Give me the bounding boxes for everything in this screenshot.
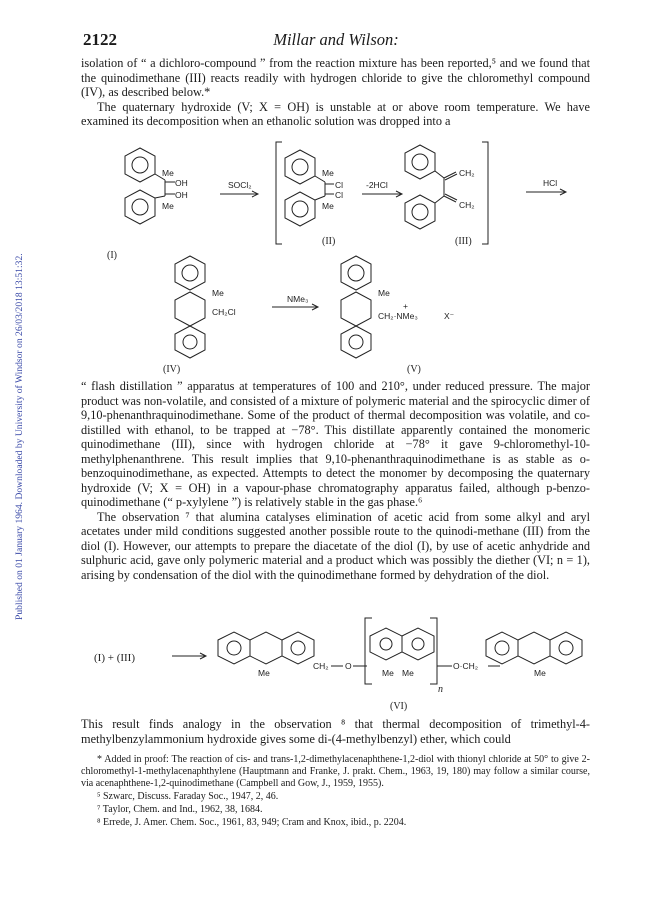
atom-o: O <box>345 661 352 671</box>
middle-text <box>81 379 590 582</box>
side-download-note: Published on 01 January 1964. Downloaded by University of Windsor on 26/03/2018 13:51:32. <box>14 253 25 620</box>
footnotes <box>81 754 590 830</box>
atom-ch2: CH₂ <box>313 661 329 671</box>
footnote: * Added in proof: The reaction of cis- and trans-1,2-dimethylacenaphthene-1,2-diol with thionyl chloride at 50° to give 2-chloromethyl-1-methylacenaphthylene (Hauptmann and Franke, J. prakt. Chem., 1963, 19, 180) may follow a similar course, via acenaphthene-1,2-quinodimethane (Campbell and Gow, J., 1959, 1955). <box>81 754 590 789</box>
charge-plus: + <box>403 301 408 311</box>
footnote: ⁵ Szwarc, Discuss. Faraday Soc., 1947, 2, 46. <box>97 791 279 802</box>
bracket-left <box>276 142 282 244</box>
atom-cl: Cl <box>335 180 344 190</box>
atom-ch2: CH₂ <box>459 168 475 178</box>
label-II: (II) <box>322 236 336 247</box>
reagent-hcl: HCl <box>543 178 558 188</box>
atom-me: Me <box>378 288 390 298</box>
atom-ch2: CH₂ <box>459 200 475 210</box>
label-IV: (IV) <box>163 364 181 375</box>
atom-me: Me <box>402 668 414 678</box>
atom-me: Me <box>162 201 174 211</box>
footnote: ⁷ Taylor, Chem. and Ind., 1962, 38, 1684. <box>97 804 263 815</box>
structure-I <box>107 148 188 261</box>
structure-III <box>405 145 475 247</box>
paragraph: The observation ⁷ that alumina catalyses elimination of acetic acid from some alkyl and aryl acetates under mild conditions suggested another possible route to the quinodi-methane (III) from the diol (I). However, our attempts to prepare the diacetate of the diol (I), by use of acetic anhydride and sulphuric acid, gave only polymeric material and a product which was possibly the diether (VI; n = 1), arising by condensation of the diol with the quinodimethane formed by dehydration of the diol. <box>81 509 590 582</box>
atom-cl: Cl <box>335 190 344 200</box>
paragraph: This result finds analogy in the observation ⁸ that thermal decomposition of trimethyl-4-methylbenzylammonium hydroxide gives some di-(4-methylbenzyl) ether, which could <box>81 717 590 746</box>
atom-me: Me <box>258 668 270 678</box>
atom-oh: OH <box>175 178 188 188</box>
atom-me: Me <box>382 668 394 678</box>
footnote: ⁸ Errede, J. Amer. Chem. Soc., 1961, 83, 949; Cram and Knox, ibid., p. 2204. <box>97 817 407 828</box>
label-VI: (VI) <box>390 701 408 712</box>
label-I: (I) <box>107 250 117 261</box>
counterion-x: X⁻ <box>444 311 455 321</box>
label-V: (V) <box>407 364 421 375</box>
reagent-nme3: NMe₃ <box>287 294 309 304</box>
atom-oh: OH <box>175 190 188 200</box>
reagent-minus-2hcl: -2HCl <box>366 180 388 190</box>
running-title: Millar and Wilson: <box>273 30 399 49</box>
bottom-text <box>81 717 590 746</box>
atom-me: Me <box>322 201 334 211</box>
reactants: (I) + (III) <box>94 652 136 664</box>
structure-IV <box>163 256 236 375</box>
atom-me: Me <box>212 288 224 298</box>
label-III: (III) <box>455 236 472 247</box>
atom-och2: O·CH₂ <box>453 661 479 671</box>
reagent-socl2: SOCl₂ <box>228 180 252 190</box>
paragraph: isolation of “ a dichloro-compound ” from the reaction mixture has been reported,⁵ and we found that the quinodimethane (III) reacts readily with hydrogen chloride to give the chloromethyl compound (IV), as described below.* <box>81 56 590 99</box>
atom-me: Me <box>162 168 174 178</box>
atom-ch2nme3: CH₂·NMe₃ <box>378 311 418 321</box>
atom-me: Me <box>322 168 334 178</box>
atom-me: Me <box>534 668 546 678</box>
page-number: 2122 <box>83 30 117 49</box>
structure-II <box>285 150 343 247</box>
paragraph: The quaternary hydroxide (V; X = OH) is unstable at or above room temperature. We have examined its decomposition when an ethanolic solution was dropped into a <box>81 99 590 128</box>
repeat-n: n <box>438 684 443 695</box>
atom-ch2cl: CH₂Cl <box>212 307 236 317</box>
bracket-right <box>482 142 488 244</box>
paragraph: “ flash distillation ” apparatus at temperatures of 100 and 210°, under reduced pressure. The major product was non-volatile, and consisted of a mixture of polymeric material and the spirocyclic dimer of 9,10-phenanthraquinodimethane. Some of the product of thermal decomposition was volatile, and co-distilled with ethanol, to be trapped at −78°. This distillate apparently contained the monomeric quinodimethane (III), since with hydrogen chloride at −78° it gave 9-chloromethyl-10-methylphenanthrene. This result implies that 9,10-phenanthraquinodimethane is as stable as o-benzoquinodimethane, as expected. Attempts to detect the monomer by decomposing the quaternary hydroxide (V; X = OH) in a vapour-phase chromatography apparatus failed, although p-benzo-quinodimethane (“ p-xylylene ”) is relatively stable in the gas phase.⁶ <box>81 379 590 509</box>
structure-V <box>341 256 454 375</box>
